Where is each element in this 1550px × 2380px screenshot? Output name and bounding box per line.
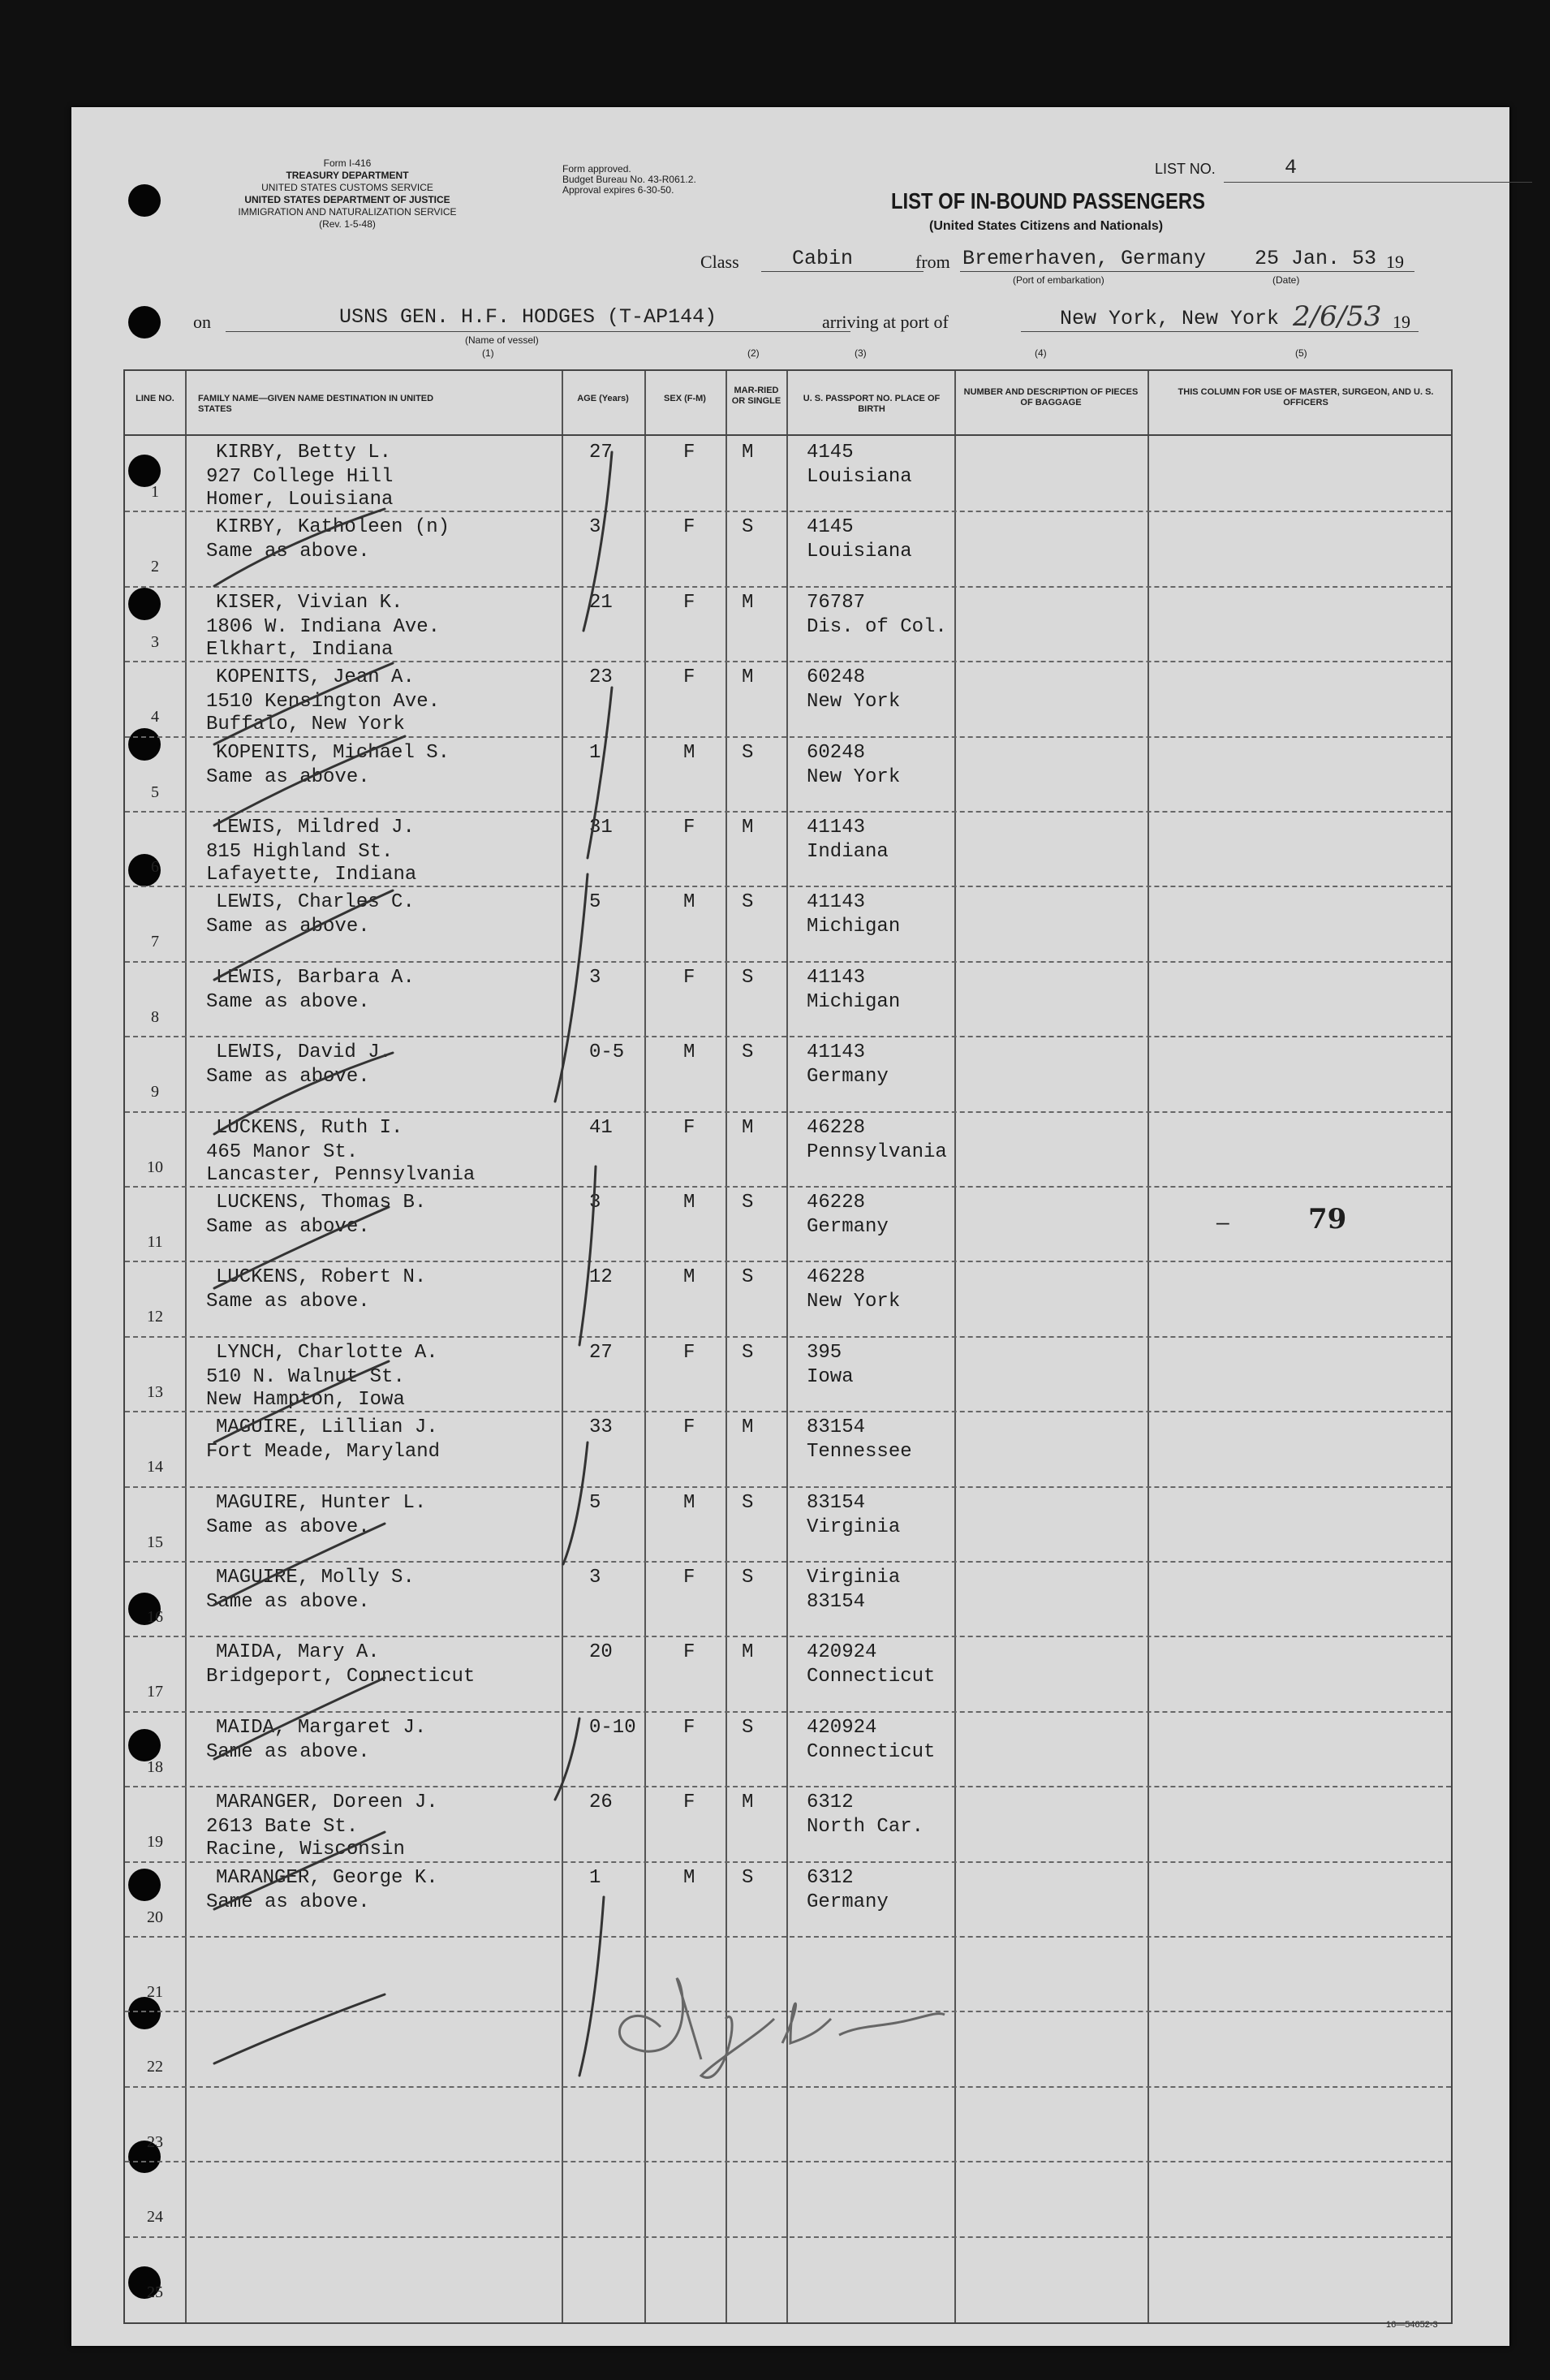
address-line: Elkhart, Indiana bbox=[206, 638, 394, 661]
age: 1 bbox=[589, 741, 601, 764]
marital-status: S bbox=[742, 1567, 754, 1589]
address-line: Same as above. bbox=[206, 1740, 370, 1763]
age: 33 bbox=[589, 1416, 613, 1439]
marital-status: M bbox=[742, 1791, 754, 1814]
marital-status: S bbox=[742, 1041, 754, 1064]
address-line: Lancaster, Pennsylvania bbox=[206, 1163, 476, 1186]
list-number-rule bbox=[1224, 182, 1532, 183]
agency-header bbox=[230, 157, 465, 231]
class-rule bbox=[761, 271, 924, 272]
passport-number: 60248 bbox=[807, 666, 866, 689]
birthplace: Connecticut bbox=[807, 1740, 936, 1763]
tick-mark bbox=[214, 1524, 385, 1605]
sex: F bbox=[683, 966, 695, 989]
birthplace: Iowa bbox=[807, 1365, 854, 1388]
address-line: Same as above. bbox=[206, 1891, 370, 1913]
passport-number: 83154 bbox=[807, 1491, 866, 1514]
marital-status: S bbox=[742, 1266, 754, 1289]
address-line: New Hampton, Iowa bbox=[206, 1388, 405, 1411]
sex: F bbox=[683, 1567, 695, 1589]
marital-status: M bbox=[742, 1641, 754, 1664]
tick-mark bbox=[214, 890, 393, 980]
age: 20 bbox=[589, 1641, 613, 1664]
passenger-name: LEWIS, Barbara A. bbox=[216, 966, 415, 989]
bracket-mark bbox=[579, 1166, 596, 1345]
sex: F bbox=[683, 1416, 695, 1439]
birthplace: Tennessee bbox=[807, 1441, 912, 1464]
bracket-mark bbox=[583, 452, 612, 631]
customs-service: UNITED STATES CUSTOMS SERVICE bbox=[261, 182, 433, 193]
col-number-3: (3) bbox=[855, 347, 867, 359]
line-number: 20 bbox=[147, 1908, 163, 1926]
sex: F bbox=[683, 1641, 695, 1664]
age: 27 bbox=[589, 442, 613, 463]
line-number: 9 bbox=[151, 1083, 159, 1102]
form-title: LIST OF IN-BOUND PASSENGERS bbox=[891, 188, 1206, 213]
line-number: 13 bbox=[147, 1382, 163, 1401]
passport-number: 41143 bbox=[807, 817, 866, 839]
marital-status: S bbox=[742, 891, 754, 914]
passport-number: 4145 bbox=[807, 516, 854, 539]
officer-dash: — bbox=[1216, 1211, 1229, 1235]
bracket-mark bbox=[579, 1897, 604, 2076]
line-number: 23 bbox=[147, 2132, 163, 2151]
passport-number: 6312 bbox=[807, 1791, 854, 1814]
birthplace: Connecticut bbox=[807, 1666, 936, 1688]
age: 31 bbox=[589, 817, 613, 839]
col-head-age: AGE (Years) bbox=[577, 394, 629, 403]
line-number: 18 bbox=[147, 1757, 163, 1776]
tick-mark bbox=[214, 1832, 385, 1909]
from-rule bbox=[960, 271, 1414, 272]
birthplace: Germany bbox=[807, 1066, 889, 1089]
line-number: 22 bbox=[147, 2058, 163, 2076]
address-line: 510 N. Walnut St. bbox=[206, 1365, 405, 1388]
embarkation-date: 25 Jan. 53 bbox=[1255, 247, 1377, 270]
age: 3 bbox=[589, 1567, 601, 1589]
line-number: 5 bbox=[151, 783, 159, 801]
line-number: 10 bbox=[147, 1158, 163, 1176]
vessel-name: USNS GEN. H.F. HODGES (T-AP144) bbox=[339, 305, 717, 329]
sex: F bbox=[683, 442, 695, 463]
address-line: Racine, Wisconsin bbox=[206, 1839, 405, 1861]
col-head-baggage: NUMBER AND DESCRIPTION OF PIECES OF BAGGAGE bbox=[963, 387, 1139, 407]
birthplace: Michigan bbox=[807, 916, 901, 938]
embarkation-port: Bremerhaven, Germany bbox=[962, 247, 1207, 270]
address-line: Lafayette, Indiana bbox=[206, 864, 417, 886]
sex: F bbox=[683, 591, 695, 614]
arrival-port: New York, New York bbox=[1060, 307, 1280, 330]
footer-code: 16—54652-3 bbox=[1386, 2320, 1438, 2330]
line-number: 12 bbox=[147, 1308, 163, 1326]
marital-status: S bbox=[742, 516, 754, 539]
address-line: 465 Manor St. bbox=[206, 1140, 359, 1163]
arrival-date-handwritten: 2/6/53 bbox=[1293, 300, 1382, 333]
sex: M bbox=[683, 1866, 695, 1889]
sex: F bbox=[683, 1716, 695, 1739]
birthplace: Virginia bbox=[807, 1516, 901, 1538]
tick-mark bbox=[214, 736, 405, 826]
age: 12 bbox=[589, 1266, 613, 1289]
line-number: 8 bbox=[151, 1007, 159, 1026]
sex: F bbox=[683, 516, 695, 539]
signature bbox=[619, 1978, 945, 2077]
age: 23 bbox=[589, 666, 613, 689]
passport-number: Virginia bbox=[807, 1567, 901, 1589]
passenger-name: LUCKENS, Thomas B. bbox=[216, 1192, 427, 1214]
tick-mark bbox=[214, 1207, 389, 1288]
col-head-married: MAR-RIED OR SINGLE bbox=[731, 386, 781, 406]
bracket-mark bbox=[588, 688, 612, 858]
passport-number: 41143 bbox=[807, 891, 866, 914]
col-number-2: (2) bbox=[747, 347, 760, 359]
col-number-1: (1) bbox=[482, 347, 494, 359]
passenger-name: KOPENITS, Jean A. bbox=[216, 666, 415, 689]
sex: F bbox=[683, 1791, 695, 1814]
line-number: 3 bbox=[151, 632, 159, 651]
passport-number: 41143 bbox=[807, 1041, 866, 1064]
sex: M bbox=[683, 1192, 695, 1214]
age: 3 bbox=[589, 1192, 601, 1214]
approval-block bbox=[562, 164, 696, 196]
col-head-sex: SEX (F-M) bbox=[664, 394, 706, 403]
officer-mark: 79 bbox=[1308, 1203, 1347, 1235]
class-label: Class bbox=[700, 252, 739, 272]
col-number-4: (4) bbox=[1035, 347, 1047, 359]
birthplace: Louisiana bbox=[807, 541, 912, 563]
marital-status: S bbox=[742, 1716, 754, 1739]
passenger-name: MARANGER, Doreen J. bbox=[216, 1791, 438, 1814]
address-line: 815 Highland St. bbox=[206, 841, 394, 863]
birthplace: New York bbox=[807, 1291, 901, 1313]
line-number: 14 bbox=[147, 1458, 163, 1477]
justice-dept: UNITED STATES DEPARTMENT OF JUSTICE bbox=[244, 194, 450, 205]
passenger-name: LUCKENS, Robert N. bbox=[216, 1266, 427, 1289]
sex: F bbox=[683, 1116, 695, 1139]
passenger-name: MAGUIRE, Molly S. bbox=[216, 1567, 415, 1589]
line-number: 16 bbox=[147, 1608, 163, 1626]
handwriting-overlay bbox=[125, 371, 1453, 2322]
address-line: Same as above. bbox=[206, 1591, 370, 1613]
date-caption: (Date) bbox=[1272, 274, 1300, 286]
year-suffix: 19 bbox=[1386, 252, 1404, 272]
passport-number: 46228 bbox=[807, 1266, 866, 1289]
birthplace: Pennsylvania bbox=[807, 1140, 947, 1163]
line-number: 7 bbox=[151, 933, 159, 951]
address-line: Homer, Louisiana bbox=[206, 489, 394, 511]
passport-number: 41143 bbox=[807, 966, 866, 989]
passport-number: 83154 bbox=[807, 1416, 866, 1439]
line-number: 17 bbox=[147, 1683, 163, 1701]
punch-hole bbox=[128, 184, 161, 217]
bracket-mark bbox=[555, 874, 588, 1102]
age: 21 bbox=[589, 591, 613, 614]
tick-mark bbox=[214, 1053, 393, 1134]
arrival-year: 19 bbox=[1393, 312, 1410, 332]
line-number: 4 bbox=[151, 708, 159, 727]
marital-status: S bbox=[742, 966, 754, 989]
passport-number: 60248 bbox=[807, 741, 866, 764]
sex: M bbox=[683, 1491, 695, 1514]
passenger-name: LEWIS, David J. bbox=[216, 1041, 392, 1064]
sex: M bbox=[683, 1041, 695, 1064]
passport-number: 420924 bbox=[807, 1641, 877, 1664]
line-number: 21 bbox=[147, 1983, 163, 2001]
passenger-name: KOPENITS, Michael S. bbox=[216, 741, 450, 764]
line-number: 11 bbox=[147, 1233, 163, 1251]
budget-number: Budget Bureau No. 43-R061.2. bbox=[562, 174, 696, 185]
passenger-name: KISER, Vivian K. bbox=[216, 591, 403, 614]
line-number: 25 bbox=[147, 2283, 163, 2301]
passenger-name: LEWIS, Charles C. bbox=[216, 891, 415, 914]
tick-mark bbox=[214, 1361, 389, 1442]
passport-number: 46228 bbox=[807, 1116, 866, 1139]
marital-status: M bbox=[742, 666, 754, 689]
sex: M bbox=[683, 1266, 695, 1289]
approval-expiry: Approval expires 6-30-50. bbox=[562, 184, 674, 196]
arriving-label: arriving at port of bbox=[822, 312, 949, 332]
col-number-5: (5) bbox=[1295, 347, 1307, 359]
passenger-name: MAGUIRE, Lillian J. bbox=[216, 1416, 438, 1439]
passport-number: 76787 bbox=[807, 591, 866, 614]
passenger-name: MAGUIRE, Hunter L. bbox=[216, 1491, 427, 1514]
passenger-name: KIRBY, Betty L. bbox=[216, 442, 392, 463]
col-head-officers: THIS COLUMN FOR USE OF MASTER, SURGEON, AND U. S. OFFICERS bbox=[1178, 387, 1434, 407]
age: 5 bbox=[589, 1491, 601, 1514]
sex: F bbox=[683, 817, 695, 839]
age: 3 bbox=[589, 966, 601, 989]
birthplace: Louisiana bbox=[807, 466, 912, 488]
birthplace: New York bbox=[807, 691, 901, 714]
address-line: Buffalo, New York bbox=[206, 714, 405, 736]
vessel-rule bbox=[226, 331, 850, 332]
marital-status: S bbox=[742, 1866, 754, 1889]
address-line: 1510 Kensington Ave. bbox=[206, 691, 441, 714]
sex: M bbox=[683, 741, 695, 764]
list-number-label: LIST NO. bbox=[1155, 161, 1216, 177]
address-line: Same as above. bbox=[206, 916, 370, 938]
punch-hole bbox=[128, 306, 161, 338]
on-label: on bbox=[193, 312, 211, 332]
passport-number: 46228 bbox=[807, 1192, 866, 1214]
age: 26 bbox=[589, 1791, 613, 1814]
birthplace: Germany bbox=[807, 1216, 889, 1238]
list-number: 4 bbox=[1285, 156, 1298, 179]
from-label: from bbox=[915, 252, 950, 272]
marital-status: M bbox=[742, 1416, 754, 1439]
passport-number: 6312 bbox=[807, 1866, 854, 1889]
passenger-name: MAIDA, Margaret J. bbox=[216, 1716, 427, 1739]
marital-status: S bbox=[742, 1491, 754, 1514]
approval-text: Form approved. bbox=[562, 163, 631, 175]
vessel-caption: (Name of vessel) bbox=[465, 334, 539, 346]
line-number: 2 bbox=[151, 558, 159, 576]
address-line: Bridgeport, Connecticut bbox=[206, 1666, 476, 1688]
sex: F bbox=[683, 1341, 695, 1364]
revision: (Rev. 1-5-48) bbox=[319, 218, 376, 230]
passenger-name: MAIDA, Mary A. bbox=[216, 1641, 380, 1664]
address-line: Same as above. bbox=[206, 1066, 370, 1089]
age: 0-10 bbox=[589, 1716, 636, 1739]
col-head-passport: U. S. PASSPORT NO. PLACE OF BIRTH bbox=[803, 394, 941, 414]
col-head-name: FAMILY NAME—GIVEN NAME DESTINATION IN UNITED STATES bbox=[198, 394, 434, 414]
passport-number: 395 bbox=[807, 1341, 842, 1364]
address-line: Same as above. bbox=[206, 1291, 370, 1313]
ins-service: IMMIGRATION AND NATURALIZATION SERVICE bbox=[238, 206, 457, 218]
form-number: Form I-416 bbox=[323, 157, 372, 169]
marital-status: M bbox=[742, 817, 754, 839]
birthplace: North Car. bbox=[807, 1816, 924, 1839]
tick-mark bbox=[214, 1678, 385, 1759]
tick-mark bbox=[214, 1994, 385, 2063]
bracket-mark bbox=[555, 1718, 579, 1800]
bracket-mark bbox=[563, 1442, 588, 1564]
marital-status: S bbox=[742, 1192, 754, 1214]
line-number: 1 bbox=[151, 483, 159, 501]
marital-status: S bbox=[742, 1341, 754, 1364]
tick-mark bbox=[214, 663, 393, 744]
birthplace: New York bbox=[807, 765, 901, 788]
treasury-dept: TREASURY DEPARTMENT bbox=[286, 170, 409, 181]
passport-number: 420924 bbox=[807, 1716, 877, 1739]
address-line: Same as above. bbox=[206, 990, 370, 1013]
address-line: Same as above. bbox=[206, 765, 370, 788]
passenger-name: LUCKENS, Ruth I. bbox=[216, 1116, 403, 1139]
marital-status: M bbox=[742, 591, 754, 614]
age: 27 bbox=[589, 1341, 613, 1364]
address-line: 927 College Hill bbox=[206, 466, 394, 488]
age: 0-5 bbox=[589, 1041, 625, 1064]
passenger-name: MARANGER, George K. bbox=[216, 1866, 438, 1889]
line-number: 15 bbox=[147, 1533, 163, 1551]
line-number: 6 bbox=[151, 858, 159, 876]
passport-number: 4145 bbox=[807, 442, 854, 463]
birthplace: Dis. of Col. bbox=[807, 615, 947, 638]
birthplace: 83154 bbox=[807, 1591, 866, 1613]
age: 1 bbox=[589, 1866, 601, 1889]
sex: M bbox=[683, 891, 695, 914]
port-caption: (Port of embarkation) bbox=[1013, 274, 1104, 286]
col-head-line: LINE NO. bbox=[136, 394, 174, 403]
birthplace: Michigan bbox=[807, 990, 901, 1013]
birthplace: Indiana bbox=[807, 841, 889, 863]
marital-status: S bbox=[742, 741, 754, 764]
age: 41 bbox=[589, 1116, 613, 1139]
address-line: Same as above. bbox=[206, 541, 370, 563]
tick-mark bbox=[214, 509, 385, 586]
address-line: 1806 W. Indiana Ave. bbox=[206, 615, 441, 638]
birthplace: Germany bbox=[807, 1891, 889, 1913]
class-value: Cabin bbox=[792, 247, 854, 270]
marital-status: M bbox=[742, 442, 754, 463]
age: 5 bbox=[589, 891, 601, 914]
address-line: Fort Meade, Maryland bbox=[206, 1441, 441, 1464]
line-number: 24 bbox=[147, 2208, 163, 2227]
sex: F bbox=[683, 666, 695, 689]
address-line: Same as above. bbox=[206, 1516, 370, 1538]
marital-status: M bbox=[742, 1116, 754, 1139]
line-number: 19 bbox=[147, 1833, 163, 1852]
passenger-name: LEWIS, Mildred J. bbox=[216, 817, 415, 839]
passenger-table bbox=[123, 369, 1453, 2324]
address-line: Same as above. bbox=[206, 1216, 370, 1238]
passenger-name: KIRBY, Katholeen (n) bbox=[216, 516, 450, 539]
arrival-rule bbox=[1021, 331, 1419, 332]
passenger-name: LYNCH, Charlotte A. bbox=[216, 1341, 438, 1364]
address-line: 2613 Bate St. bbox=[206, 1816, 359, 1839]
age: 3 bbox=[589, 516, 601, 539]
form-subtitle: (United States Citizens and Nationals) bbox=[929, 219, 1164, 233]
